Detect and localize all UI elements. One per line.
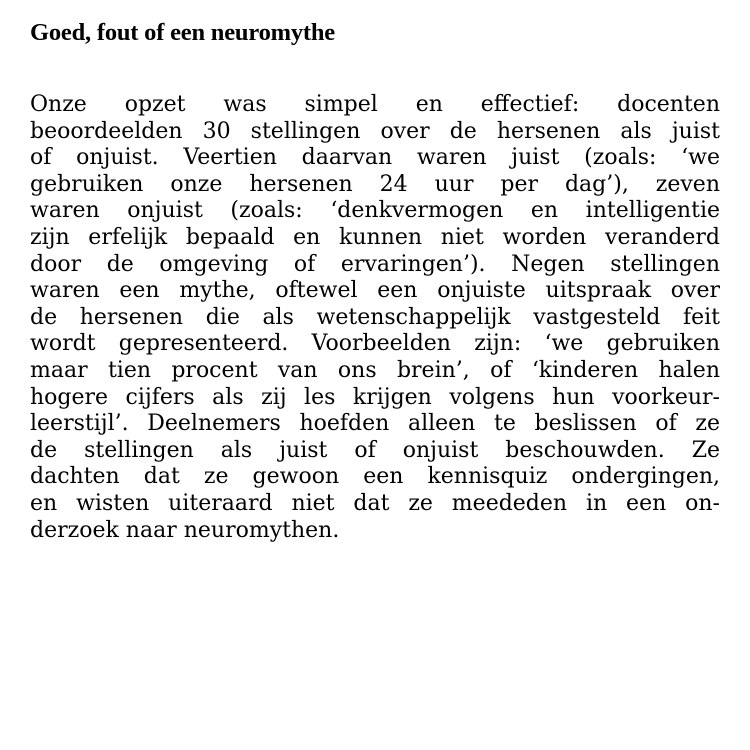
paragraph-line: de stellingen als juist of onjuist beschouwden. Ze: [30, 437, 720, 463]
paragraph-line: Onze opzet was simpel en effectief: docenten: [30, 92, 720, 117]
paragraph-line: beoordeelden 30 stellingen over de hersenen als juist: [30, 118, 720, 144]
paragraph-line: of onjuist. Veertien daarvan waren juist (zoals: ‘we: [30, 145, 720, 171]
paragraph-line: en wisten uiteraard niet dat ze meededen in een on-: [30, 490, 720, 516]
paragraph-line: waren een mythe, oftewel een onjuiste uitspraak over: [30, 278, 720, 304]
paragraph-line: maar tien procent van ons brein’, of ‘kinderen halen: [30, 357, 720, 383]
paragraph-line: wordt gepresenteerd. Voorbeelden zijn: ‘we gebruiken: [30, 331, 720, 357]
paragraph-line: de hersenen die als wetenschappelijk vastgesteld feit: [30, 304, 720, 330]
paragraph-line: derzoek naar neuromythen.: [30, 517, 340, 543]
paragraph-line: gebruiken onze hersenen 24 uur per dag’), zeven: [30, 171, 720, 197]
paragraph-line: waren onjuist (zoals: ‘denkvermogen en intelligentie: [30, 198, 720, 224]
paragraph-line: door de omgeving of ervaringen’). Negen stellingen: [30, 251, 720, 277]
body-paragraph: [30, 92, 720, 544]
paragraph-line: zijn erfelijk bepaald en kunnen niet worden veranderd: [30, 224, 720, 250]
paragraph-line: leerstijl’. Deelnemers hoefden alleen te beslissen of ze: [30, 411, 720, 437]
paragraph-line: dachten dat ze gewoon een kennisquiz ondergingen,: [30, 464, 720, 490]
paragraph-line: hogere cijfers als zij les krijgen volgens hun voorkeur-: [30, 384, 720, 410]
section-heading: Goed, fout of een neuromythe: [30, 19, 335, 46]
document-page: [30, 14, 720, 544]
